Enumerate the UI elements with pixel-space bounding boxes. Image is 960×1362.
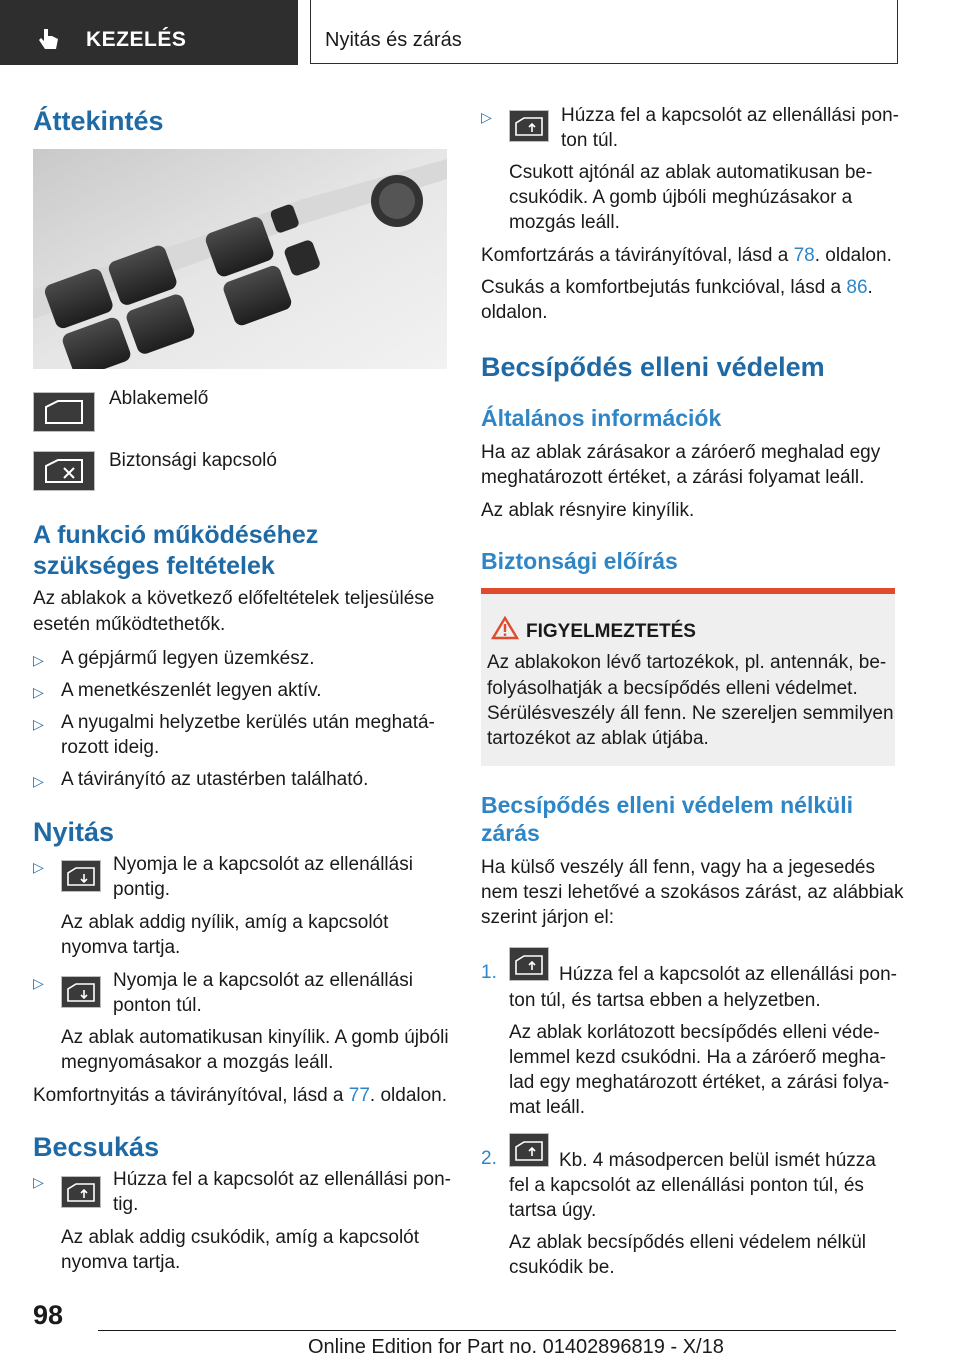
footer-divider: [98, 1330, 896, 1331]
open-step1-line2: pontig.: [113, 879, 171, 900]
close-step1-result-line1: Az ablak addig csukódik, amíg a kapcsolót: [61, 1227, 420, 1248]
page-link-78[interactable]: 78: [793, 245, 815, 266]
section-label: KEZELÉS: [86, 28, 187, 51]
bullet-triangle-icon: ▷: [33, 1174, 44, 1190]
warning-line1: Az ablakokon lévő tartozékok, pl. antennák, be-: [487, 652, 887, 673]
close-step1-line2: tig.: [113, 1194, 139, 1215]
close-step2-result-line1: Csukott ajtónál az ablak automatikusan be-: [509, 162, 873, 183]
close-step2-line1: Húzza fel a kapcsolót az ellenállási pon-: [561, 105, 899, 126]
open-step2-line2: ponton túl.: [113, 995, 202, 1016]
warning-triangle-icon: [491, 616, 519, 640]
condition-item: A távirányító az utastérben található.: [61, 769, 369, 790]
overview-heading: Áttekintés: [33, 106, 164, 136]
step2-line1: Kb. 4 másodpercen belül ismét húzza: [559, 1150, 876, 1171]
open-step2-line1: Nyomja le a kapcsolót az ellenállási: [113, 970, 413, 991]
warning-line2: folyásolhatják a becsípődés elleni védelmet.: [487, 678, 858, 699]
step1-line3: Az ablak korlátozott becsípődés elleni véde-: [509, 1022, 880, 1043]
closing-heading: Becsukás: [33, 1132, 160, 1162]
conditions-heading-line1: A funkció működéséhez: [33, 521, 319, 549]
close-step1-line1: Húzza fel a kapcsolót az ellenállási pon-: [113, 1169, 451, 1190]
conditions-heading-line2: szükséges feltételek: [33, 552, 275, 580]
comfort-entry-text-cont: oldalon.: [481, 302, 548, 323]
safety-heading: Biztonsági előírás: [481, 548, 678, 574]
conditions-intro-line2: esetén működtethetők.: [33, 614, 226, 635]
general-info-line3: Az ablak résnyire kinyílik.: [481, 500, 695, 521]
bullet-triangle-icon: ▷: [33, 859, 44, 875]
bullet-triangle-icon: ▷: [33, 773, 44, 789]
hand-pointer-icon: [38, 27, 60, 51]
warning-box: [481, 588, 895, 766]
no-pinch-intro-line3: szerint járjon el:: [481, 907, 615, 928]
window-lifter-label: Ablakemelő: [109, 388, 209, 409]
switch-press-icon: [61, 976, 101, 1008]
chapter-tab: [310, 0, 898, 64]
condition-item: A menetkészenlét legyen aktív.: [61, 680, 322, 701]
switch-press-icon: [61, 860, 101, 892]
window-switch-photo: [33, 149, 447, 369]
step1-line4: lemmel kezd csukódni. Ha a záróerő megha-: [509, 1047, 887, 1068]
safety-switch-label: Biztonsági kapcsoló: [109, 450, 277, 471]
bullet-triangle-icon: ▷: [33, 716, 44, 732]
close-step1-result-line2: nyomva tartja.: [61, 1252, 181, 1273]
comfort-entry-text: Csukás a komfortbejutás funkcióval, lásd a 86.: [481, 277, 873, 298]
warning-line3: Sérülésveszély áll fenn. Ne szereljen semmilyen: [487, 703, 894, 724]
switch-pull-icon: [509, 1133, 549, 1167]
page-number: 98: [33, 1300, 64, 1330]
page-link-77[interactable]: 77: [348, 1085, 370, 1106]
open-step2-result-line1: Az ablak automatikusan kinyílik. A gomb újbóli: [61, 1027, 449, 1048]
pinch-protection-heading: Becsípődés elleni védelem: [481, 352, 825, 382]
chapter-title: Nyitás és zárás: [325, 29, 462, 51]
switch-pull-icon: [509, 947, 549, 981]
page-link-86[interactable]: 86: [846, 277, 868, 298]
comfort-close-text: Komfortzárás a távirányítóval, lásd a 78. oldalon.: [481, 245, 892, 266]
conditions-intro-line1: Az ablakok a következő előfeltételek teljesülése: [33, 588, 435, 609]
no-pinch-intro-line2: nem teszi lehetővé a szokásos zárást, az alábbiak: [481, 882, 904, 903]
no-pinch-intro-line1: Ha külső veszély áll fenn, vagy ha a jegesedés: [481, 857, 875, 878]
close-step2-line2: ton túl.: [561, 130, 619, 151]
safety-switch-icon: [33, 451, 95, 491]
step-number-2: 2.: [481, 1148, 497, 1169]
step1-line1: Húzza fel a kapcsolót az ellenállási pon-: [559, 964, 897, 985]
no-pinch-heading-line2: zárás: [481, 820, 540, 846]
switch-pull-icon: [61, 1176, 101, 1208]
bullet-triangle-icon: ▷: [33, 652, 44, 668]
general-info-line2: meghatározott értéket, a zárási folyamat leáll.: [481, 467, 865, 488]
general-info-heading: Általános információk: [481, 405, 722, 431]
switch-pull-icon: [509, 110, 549, 142]
open-step1-line1: Nyomja le a kapcsolót az ellenállási: [113, 854, 413, 875]
step-number-1: 1.: [481, 962, 497, 983]
step2-line4: Az ablak becsípődés elleni védelem nélkül: [509, 1232, 866, 1253]
warning-line4: tartozékot az ablak útjába.: [487, 728, 709, 749]
condition-item-cont: rozott ideig.: [61, 737, 160, 758]
bullet-triangle-icon: ▷: [33, 975, 44, 991]
general-info-line1: Ha az ablak zárásakor a záróerő meghalad egy: [481, 442, 881, 463]
no-pinch-heading-line1: Becsípődés elleni védelem nélküli: [481, 792, 853, 818]
step2-line2: fel a kapcsolót az ellenállási ponton túl, és: [509, 1175, 864, 1196]
condition-item: A nyugalmi helyzetbe kerülés után meghatá-: [61, 712, 435, 733]
open-step1-result-line2: nyomva tartja.: [61, 937, 181, 958]
step1-line6: mat leáll.: [509, 1097, 586, 1118]
step2-line3: tartsa úgy.: [509, 1200, 597, 1221]
bullet-triangle-icon: ▷: [481, 109, 492, 125]
close-step2-result-line2: csukódik. A gomb újbóli meghúzásakor a: [509, 187, 853, 208]
step1-line5: lad egy meghatározott értéket, a zárási folya-: [509, 1072, 890, 1093]
step2-line5: csukódik be.: [509, 1257, 615, 1278]
comfort-open-text: Komfortnyitás a távirányítóval, lásd a 77. oldalon.: [33, 1085, 448, 1106]
window-lifter-icon: [33, 392, 95, 432]
opening-heading: Nyitás: [33, 817, 115, 847]
warning-title: FIGYELMEZTETÉS: [526, 621, 696, 642]
section-header: [0, 0, 298, 65]
close-step2-result-line3: mozgás leáll.: [509, 212, 620, 233]
edition-info: Online Edition for Part no. 01402896819 - X/18: [308, 1336, 724, 1358]
condition-item: A gépjármű legyen üzemkész.: [61, 648, 315, 669]
step1-line2: ton túl, és tartsa ebben a helyzetben.: [509, 990, 821, 1011]
bullet-triangle-icon: ▷: [33, 684, 44, 700]
open-step1-result-line1: Az ablak addig nyílik, amíg a kapcsolót: [61, 912, 389, 933]
open-step2-result-line2: megnyomásakor a mozgás leáll.: [61, 1052, 334, 1073]
